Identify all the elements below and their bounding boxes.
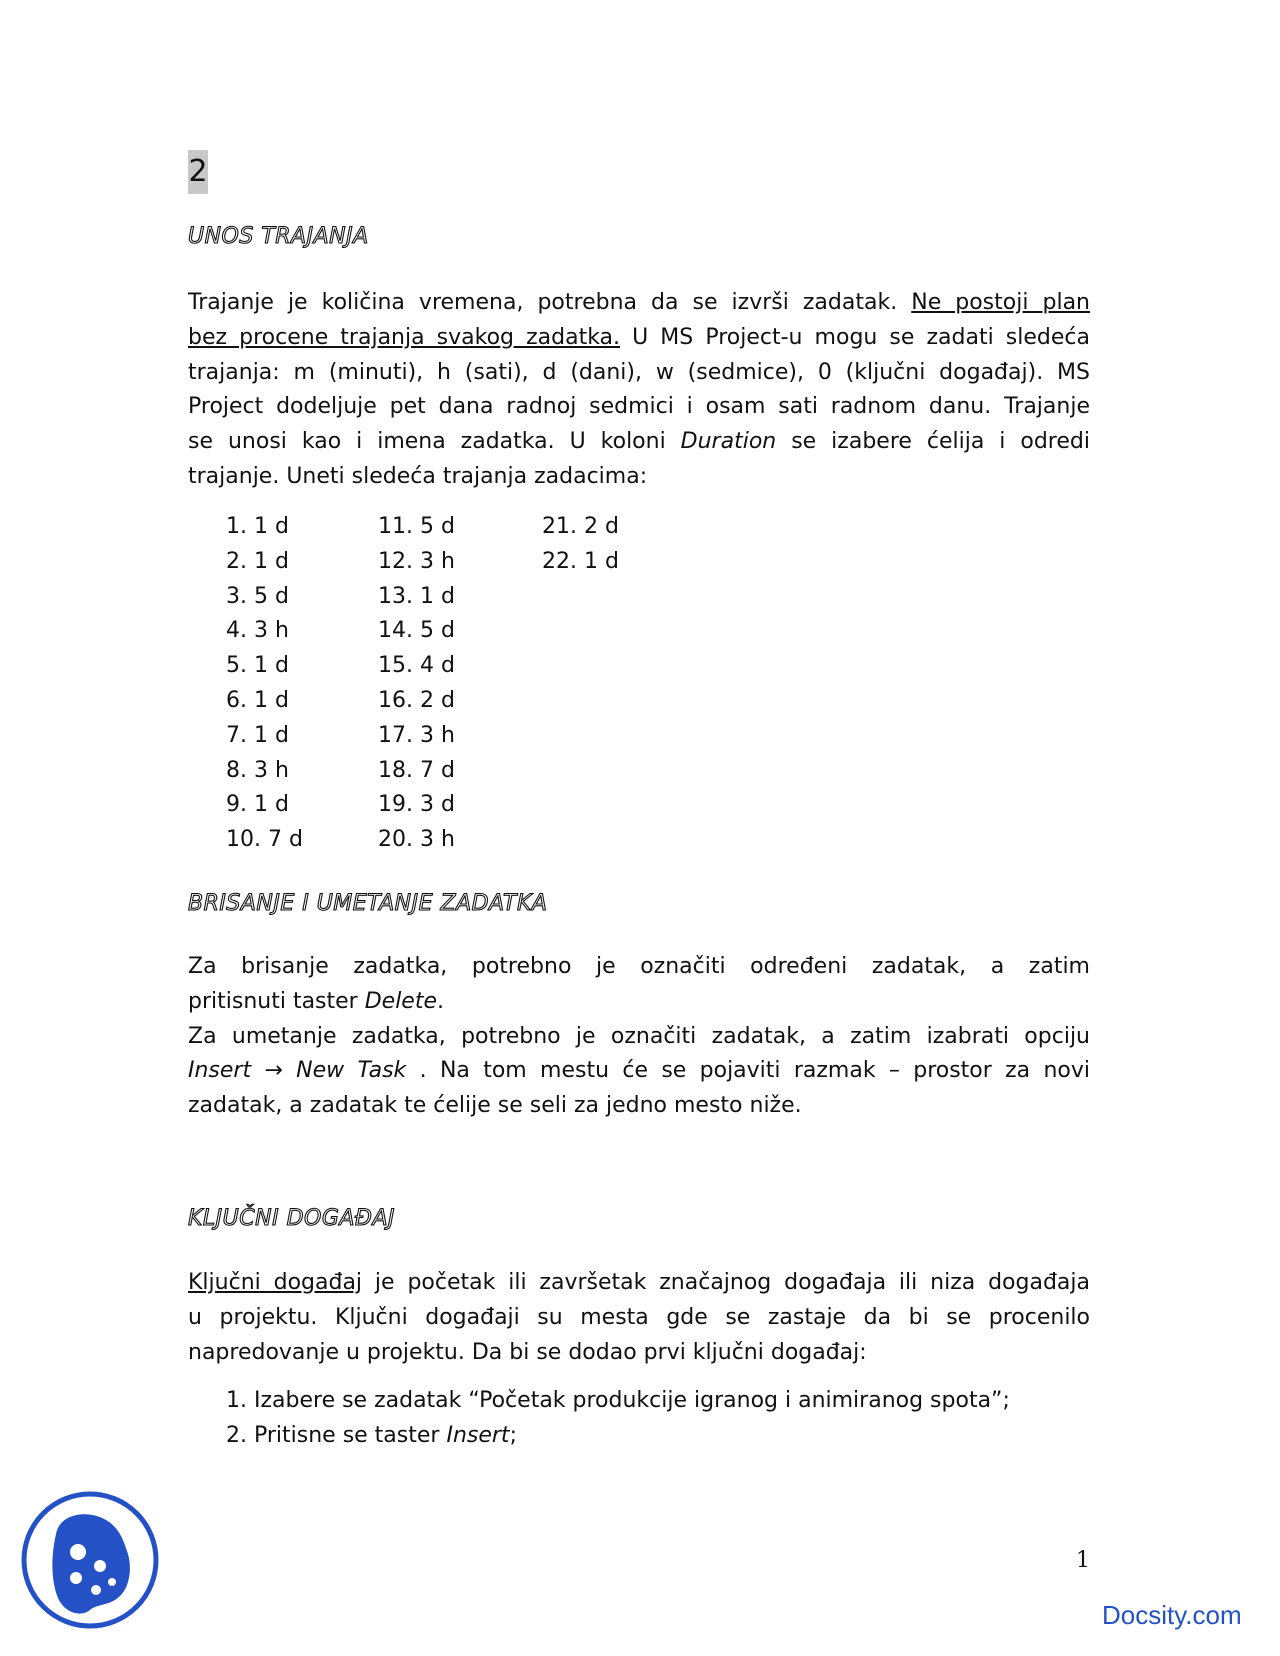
- list-item: 2. Pritisne se taster Insert;: [226, 1422, 517, 1448]
- duration-item: 18. 7 d: [378, 757, 455, 783]
- duration-item: 15. 4 d: [378, 653, 455, 679]
- page-marker: 2: [188, 150, 208, 194]
- text-line: bez procene trajanja svakog zadatka. U MS Project-u mogu se zadati sledeća: [188, 324, 1090, 350]
- duration-item: 7. 1 d: [226, 722, 289, 748]
- text-line: Za umetanje zadatka, potrebno je označiti zadatak, a zatim izabrati opciju: [188, 1023, 1090, 1049]
- text-line: napredovanje u projektu. Da bi se dodao prvi ključni događaj:: [188, 1339, 867, 1365]
- text-line: zadatak, a zadatak te ćelije se seli za jedno mesto niže.: [188, 1093, 802, 1119]
- page-number: 1: [1076, 1548, 1090, 1573]
- duration-item: 19. 3 d: [378, 792, 455, 818]
- duration-item: 1. 1 d: [226, 514, 289, 539]
- section-heading-kljucni-dogadjaj: KLJUČNI DOGAĐAJ: [188, 1206, 396, 1231]
- paragraph-brisanje: [188, 950, 1090, 1124]
- duration-item: 8. 3 h: [226, 757, 289, 783]
- docsity-logo-icon: [20, 1490, 160, 1630]
- section-heading-unos-trajanja: UNOS TRAJANJA: [188, 224, 369, 249]
- text-line: Project dodeljuje pet dana radnoj sedmici i osam sati radnom danu. Trajanje: [188, 394, 1090, 420]
- duration-item: 3. 5 d: [226, 583, 289, 609]
- duration-item: 16. 2 d: [378, 687, 455, 713]
- steps-list: [226, 1384, 1010, 1454]
- duration-item: 21. 2 d: [542, 514, 619, 539]
- duration-item: 10. 7 d: [226, 827, 303, 853]
- italic-term: Insert → New Task: [188, 1058, 407, 1084]
- italic-term: Insert: [446, 1422, 510, 1448]
- text-line: pritisnuti taster Delete.: [188, 988, 445, 1014]
- duration-item: 4. 3 h: [226, 618, 289, 644]
- text-line: trajanje. Uneti sledeća trajanja zadacima:: [188, 463, 648, 489]
- text-line: Za brisanje zadatka, potrebno je označiti određeni zadatak, a zatim: [188, 954, 1090, 979]
- text-line: Insert → New Task . Na tom mestu će se pojaviti razmak – prostor za novi: [188, 1058, 1091, 1084]
- italic-term: Delete: [364, 988, 438, 1014]
- text-line: Trajanje je količina vremena, potrebna da se izvrši zadatak. Ne postoji plan: [188, 290, 1090, 315]
- brand-link[interactable]: Docsity.com: [1102, 1600, 1242, 1630]
- duration-item: 6. 1 d: [226, 687, 289, 713]
- duration-item: 22. 1 d: [542, 548, 619, 574]
- italic-term: Duration: [680, 429, 777, 455]
- duration-item: 17. 3 h: [378, 722, 455, 748]
- duration-item: 9. 1 d: [226, 792, 289, 818]
- duration-item: 5. 1 d: [226, 653, 289, 679]
- duration-item: 11. 5 d: [378, 514, 455, 539]
- section-heading-brisanje: BRISANJE I UMETANJE ZADATKA: [188, 891, 548, 916]
- paragraph-trajanje: [188, 286, 1090, 495]
- duration-item: 13. 1 d: [378, 583, 455, 609]
- duration-item: 12. 3 h: [378, 548, 455, 574]
- text-line: se unosi kao i imena zadatka. U koloni Duration se izabere ćelija i odredi: [188, 429, 1090, 455]
- underlined-text: bez procene trajanja svakog zadatka.: [188, 324, 621, 350]
- text-line: u projektu. Ključni događaji su mesta gde se zastaje da bi se procenilo: [188, 1304, 1090, 1330]
- underlined-text: Ne postoji plan: [911, 290, 1090, 315]
- underlined-text: Ključni događaj: [188, 1270, 363, 1295]
- text-line: trajanja: m (minuti), h (sati), d (dani), w (sedmice), 0 (ključni događaj). MS: [188, 359, 1090, 385]
- text-line: Ključni događaj je početak ili završetak značajnog događaja ili niza događaja: [188, 1270, 1091, 1295]
- duration-item: 14. 5 d: [378, 618, 455, 644]
- paragraph-kljucni: [188, 1266, 1090, 1370]
- list-item: 1. Izabere se zadatak “Početak produkcije igranog i animiranog spota”;: [226, 1388, 1010, 1413]
- duration-item: 20. 3 h: [378, 827, 455, 853]
- duration-item: 2. 1 d: [226, 548, 289, 574]
